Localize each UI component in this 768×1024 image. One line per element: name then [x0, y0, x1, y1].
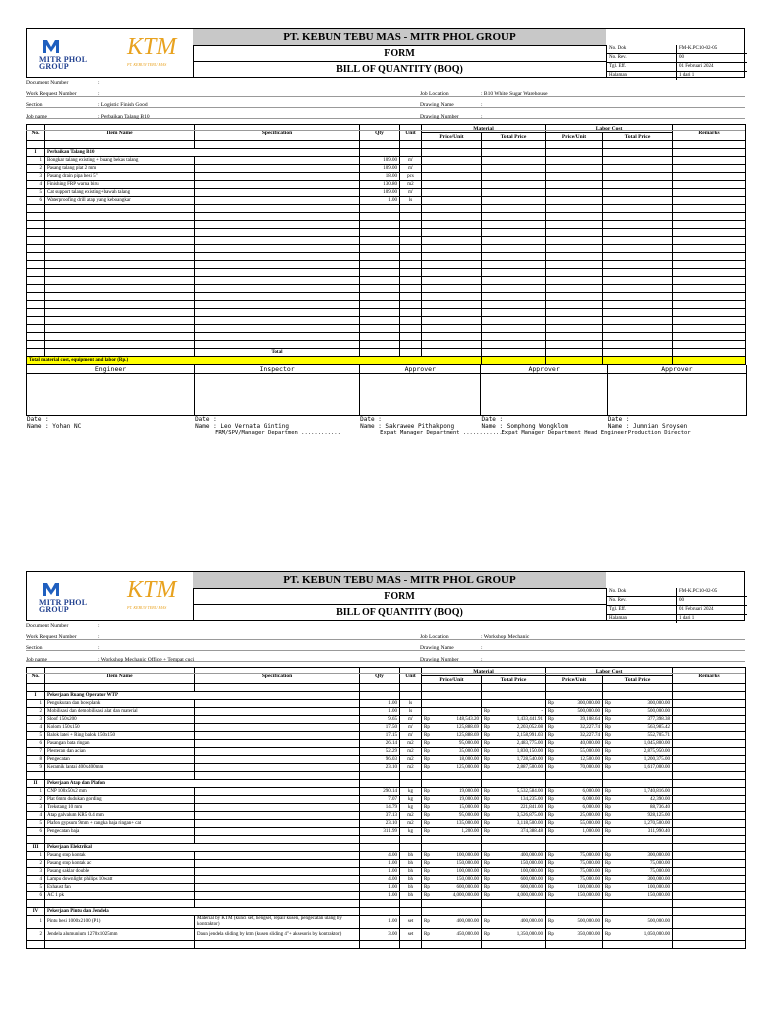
table-row: 3 Sloof 150x200 9.65 m' Rp 148,543.20 Rp 1,433,441.91 Rp 39,108.64 Rp 377,398.38 — [27, 716, 746, 724]
job-name-value: : Workshop Mechanic Office + Tempat cuci — [98, 657, 195, 663]
colon: : — [98, 623, 100, 629]
money-cell: Rp 100,000.00 — [546, 884, 603, 892]
section-value: : Logistic Finish Good — [98, 102, 148, 108]
meta-key: No. Rev. — [607, 54, 677, 62]
blank-row — [27, 309, 746, 317]
meta-value: 00 — [679, 598, 684, 603]
money-cell: Rp 300,000.00 — [603, 700, 673, 708]
blank-row — [27, 261, 746, 269]
meta-key: No. Dok — [607, 45, 677, 53]
money-cell: Rp 1,200,375.00 — [603, 756, 673, 764]
blank-row — [27, 205, 746, 213]
signature-role: Engineer — [27, 365, 194, 374]
money-cell: Rp 125,888.69 — [422, 724, 482, 732]
col-qty: Qty — [360, 668, 400, 684]
section-label: Section — [26, 645, 43, 651]
money-cell: Rp 150,000.00 — [482, 860, 546, 868]
blank-row — [27, 229, 746, 237]
money-cell: Rp 42,390.00 — [603, 796, 673, 804]
form-header — [26, 571, 745, 621]
money-cell: Rp 3,118,500.00 — [482, 820, 546, 828]
table-row: 9 Keramik lantai 400x400mm 23.10 m2 Rp 125,000.00 Rp 2,887,500.00 Rp 70,000.00 Rp 1,617,000.00 — [27, 764, 746, 772]
signature-role: Approver — [360, 365, 480, 374]
work-request-label: Work Request Number — [26, 91, 77, 97]
money-cell: Rp 6,000.00 — [546, 804, 603, 812]
table-row: 2 Pasang stop kontak ac 1.00 bh Rp 150,000.00 Rp 150,000.00 Rp 75,000.00 Rp 75,000.00 — [27, 860, 746, 868]
money-cell: Rp 95,000.00 — [422, 740, 482, 748]
money-cell: Rp 4,000,000.00 — [482, 892, 546, 900]
form-label: FORM — [193, 46, 606, 62]
money-cell: Rp 75,000.00 — [546, 852, 603, 860]
col-labor-price: Price/Unit — [546, 676, 603, 684]
meta-key: Tgl. Eff. — [607, 63, 677, 71]
money-cell: Rp 15,000.00 — [422, 804, 482, 812]
table-row: 8 Pengecatan 96.03 m2 Rp 18,000.00 Rp 1,728,540.00 Rp 12,500.00 Rp 1,200,375.00 — [27, 756, 746, 764]
signature-role: Approver — [481, 365, 606, 374]
drawing-number-label: Drawing Number — [420, 114, 459, 120]
money-cell: Rp 552,705.71 — [603, 732, 673, 740]
section-label: Section — [26, 102, 43, 108]
money-cell: Rp 100,000.00 — [482, 868, 546, 876]
col-specification: Specification — [195, 668, 360, 684]
money-cell: Rp 5,532,584.00 — [482, 788, 546, 796]
table-row: 1 Pintu besi 1000x2100 (P1) Material by KTM (kunci set, hengsel, repair kusen, pengecatan ulang by kontraktor) 1.00 set Rp 400,000.00 Rp 400,000.00 Rp 500,000.00 Rp 500,000.00 — [27, 916, 746, 929]
money-cell: Rp 563,985.42 — [603, 724, 673, 732]
company-title: PT. KEBUN TEBU MAS - MITR PHOL GROUP — [193, 29, 606, 46]
money-cell: Rp 300,000.00 — [603, 876, 673, 884]
money-cell: Rp 2,203,052.08 — [482, 724, 546, 732]
money-cell: Rp 125,888.69 — [422, 732, 482, 740]
colon: : — [481, 114, 483, 120]
money-cell: Rp 600,000.00 — [422, 884, 482, 892]
meta-key: Halaman — [607, 615, 677, 623]
signature-name: Name : Leo Vernata Ginting — [195, 423, 289, 430]
signature-position: FRM/SPV/Manager Departmen ............ — [215, 430, 341, 436]
form-label: FORM — [193, 589, 606, 605]
table-row: 5 Balok latei + Ring balok 150x150 17.15 m' Rp 125,888.69 Rp 2,158,991.03 Rp 32,227.74 Rp 552,705.71 — [27, 732, 746, 740]
table-row: 5 Cat support talang existing+bawah talang 109.00 m' — [27, 189, 746, 197]
colon: : — [481, 657, 483, 663]
colon: : — [98, 91, 100, 97]
ktm-logo-subtitle: PT. KEBUN TEBU MAS — [127, 62, 167, 67]
money-cell: Rp 18,000.00 — [422, 756, 482, 764]
blank-row — [27, 269, 746, 277]
money-cell: Rp 450,000.00 — [422, 929, 482, 941]
money-cell: Rp 1,350,000.00 — [482, 929, 546, 941]
money-cell: Rp 1,830,150.00 — [482, 748, 546, 756]
money-cell: Rp 928,125.00 — [603, 812, 673, 820]
ktm-logo-subtitle: PT. KEBUN TEBU MAS — [127, 605, 167, 610]
money-cell: Rp 2,875,950.00 — [603, 748, 673, 756]
money-cell: Rp 1,270,500.00 — [603, 820, 673, 828]
blank-row — [27, 301, 746, 309]
col-material: Material — [422, 125, 546, 133]
money-cell: Rp 134,235.00 — [482, 796, 546, 804]
col-material-total: Total Price — [482, 676, 546, 684]
document-meta — [606, 588, 747, 620]
table-row: 1 Pengukuran dan bowplank 1.00 ls Rp 300,000.00 Rp 300,000.00 — [27, 700, 746, 708]
money-cell: Rp 400,000.00 — [482, 852, 546, 860]
drawing-number-label: Drawing Number — [420, 657, 459, 663]
mitr-phol-logo-icon — [41, 37, 61, 54]
boq-table — [26, 667, 746, 949]
signature-role: Inspector — [195, 365, 359, 374]
section-row: II Pekerjaan Atap dan Plafon — [27, 780, 746, 788]
money-cell: Rp 1,728,540.00 — [482, 756, 546, 764]
logo-area — [27, 29, 194, 77]
table-row: 7 Plesteran dan acian 52.29 m2 Rp 35,000.00 Rp 1,830,150.00 Rp 55,000.00 Rp 2,875,950.00 — [27, 748, 746, 756]
document-title: BILL OF QUANTITY (BOQ) — [336, 607, 463, 618]
company-title: PT. KEBUN TEBU MAS - MITR PHOL GROUP — [193, 572, 606, 589]
blank-row — [27, 317, 746, 325]
money-cell: Rp 1,740,816.00 — [603, 788, 673, 796]
money-cell: Rp 75,000.00 — [546, 868, 603, 876]
money-cell: Rp 75,000.00 — [603, 868, 673, 876]
money-cell: Rp 2,483,775.00 — [482, 740, 546, 748]
section-row: III Pekerjaan Elektrikal — [27, 844, 746, 852]
col-labor-total: Total Price — [603, 676, 673, 684]
mitr-phol-name: MITR PHOL GROUP — [39, 55, 88, 71]
blank-row — [27, 325, 746, 333]
table-row: 3 Pasang drain pipa besi 5" 18.00 pcs — [27, 173, 746, 181]
col-labor: Labor Cost — [546, 668, 673, 676]
meta-value: 01 Februari 2024 — [679, 64, 714, 69]
money-cell: Rp 40,000.00 — [546, 740, 603, 748]
document-meta — [606, 45, 747, 77]
signature-position: Production Director — [627, 430, 691, 436]
money-cell: Rp 6,000.00 — [546, 796, 603, 804]
table-row: 4 Finishing FRP warna biru 130.80 m2 — [27, 181, 746, 189]
money-cell: Rp 4,000,000.00 — [422, 892, 482, 900]
table-row: 2 Plat 6mm dudukan gording 7.07 kg Rp 19,000.00 Rp 134,235.00 Rp 6,000.00 Rp 42,390.00 — [27, 796, 746, 804]
signature-position: Expat Manager Department ............ — [380, 430, 503, 436]
money-cell: Rp 55,000.00 — [546, 820, 603, 828]
signature-date: Date : — [481, 416, 504, 423]
signature-name: Name : Sakrawee Pithakpong — [360, 423, 455, 430]
col-unit: Unit — [400, 668, 422, 684]
col-no: No. — [27, 125, 45, 141]
money-cell: Rp 88,736.40 — [603, 804, 673, 812]
work-request-label: Work Request Number — [26, 634, 77, 640]
colon: : — [481, 102, 483, 108]
col-labor-price: Price/Unit — [546, 133, 603, 141]
money-cell: Rp 75,000.00 — [603, 860, 673, 868]
colon: : — [481, 645, 483, 651]
money-cell: Rp 300,000.00 — [603, 852, 673, 860]
money-cell: Rp 377,398.38 — [603, 716, 673, 724]
blank-row — [27, 245, 746, 253]
table-row: 1 CNP 100x50x2 mm 290.14 kg Rp 19,000.00 Rp 5,532,584.00 Rp 6,000.00 Rp 1,740,816.00 — [27, 788, 746, 796]
money-cell: Rp 400,000.00 — [482, 916, 546, 929]
money-cell: Rp 100,000.00 — [422, 852, 482, 860]
col-material-total: Total Price — [482, 133, 546, 141]
mitr-phol-logo-icon — [41, 580, 61, 597]
money-cell: Rp 135,000.00 — [422, 820, 482, 828]
money-cell: Rp 1,050,000.00 — [603, 929, 673, 941]
money-cell: Rp 1,045,800.00 — [603, 740, 673, 748]
money-cell: Rp 3,526,875.00 — [482, 812, 546, 820]
signature-role: Approver — [608, 365, 746, 374]
section-row: IV Pekerjaan Pintu dan Jendela — [27, 908, 746, 916]
boq-page-1 — [26, 28, 745, 436]
blank-row — [27, 285, 746, 293]
money-cell: Rp 95,000.00 — [422, 812, 482, 820]
money-cell — [482, 700, 546, 708]
money-cell: Rp 55,000.00 — [546, 748, 603, 756]
document-title: BILL OF QUANTITY (BOQ) — [336, 64, 463, 75]
col-item-name: Item Name — [45, 125, 195, 141]
signature-column — [360, 365, 503, 436]
job-name-label: Job name — [26, 657, 47, 663]
blank-row — [27, 237, 746, 245]
money-cell: Rp 150,000.00 — [422, 876, 482, 884]
money-cell: Rp 600,000.00 — [482, 884, 546, 892]
meta-value: FM-K.PC10-02-05 — [679, 46, 718, 51]
blank-row — [27, 277, 746, 285]
signature-position: Expat Manager Department Head Engineer — [501, 430, 628, 436]
table-row: 2 Mobilisasi dan demobilisasi alat dan material 1.00 ls Rp - Rp 500,000.00 Rp 500,000.00 — [27, 708, 746, 716]
signature-date: Date : — [607, 416, 630, 423]
table-row: 6 Pasangan bata ringan 26.14 m2 Rp 95,000.00 Rp 2,483,775.00 Rp 40,000.00 Rp 1,045,800.00 — [27, 740, 746, 748]
table-row: 1 Bongkar talang existing + buang bekas talang 109.00 m' — [27, 157, 746, 165]
blank-row — [27, 941, 746, 949]
meta-value: 00 — [679, 55, 684, 60]
colon: : — [98, 645, 100, 651]
table-row: 6 Waterproofing drill atap yang keboangkar 1.00 ls — [27, 197, 746, 205]
job-name-label: Job name — [26, 114, 47, 120]
meta-key: Halaman — [607, 72, 677, 80]
col-no: No. — [27, 668, 45, 684]
money-cell: Rp 2,158,991.03 — [482, 732, 546, 740]
money-cell: Rp 350,000.00 — [546, 929, 603, 941]
money-cell: Rp 125,000.00 — [422, 764, 482, 772]
table-row: 5 Exhaust fan 1.00 bh Rp 600,000.00 Rp 600,000.00 Rp 100,000.00 Rp 100,000.00 — [27, 884, 746, 892]
money-cell: Rp 39,108.64 — [546, 716, 603, 724]
table-row: 3 Pasang saklar double 1.00 bh Rp 100,000.00 Rp 100,000.00 Rp 75,000.00 Rp 75,000.00 — [27, 868, 746, 876]
ktm-logo: KTM — [127, 34, 177, 60]
money-cell: Rp 75,000.00 — [546, 876, 603, 884]
blank-row — [27, 684, 746, 692]
money-cell: Rp 19,000.00 — [422, 788, 482, 796]
job-name-value: : Perbaikan Talang B10 — [98, 114, 150, 120]
meta-key: Tgl. Eff. — [607, 606, 677, 614]
section-row: I Pekerjaan Ruang Operator WTP — [27, 692, 746, 700]
ktm-logo: KTM — [127, 577, 177, 603]
money-cell: Rp 374,388.48 — [482, 828, 546, 836]
col-material-price: Price/Unit — [422, 676, 482, 684]
money-cell: Rp 311,990.40 — [603, 828, 673, 836]
boq-page-2 — [26, 571, 745, 949]
table-row: 3 Trekstang 10 mm 14.79 kg Rp 15,000.00 Rp 221,841.00 Rp 6,000.00 Rp 88,736.40 — [27, 804, 746, 812]
money-cell: Rp 600,000.00 — [482, 876, 546, 884]
col-material: Material — [422, 668, 546, 676]
money-cell: Rp 100,000.00 — [603, 884, 673, 892]
boq-table — [26, 124, 746, 365]
money-cell: Rp 1,200.00 — [422, 828, 482, 836]
doc-number-label: Document Number — [26, 80, 69, 86]
table-row: 5 Plafon gypsum 9mm + rangka baja ringan+ cat 23.10 m2 Rp 135,000.00 Rp 3,118,500.00 Rp 55,000.00 Rp 1,270,500.00 — [27, 820, 746, 828]
signature-date: Date : — [195, 416, 217, 423]
signature-column — [481, 365, 628, 436]
col-item-name: Item Name — [45, 668, 195, 684]
blank-row — [27, 341, 746, 349]
col-remarks: Remarks — [673, 668, 746, 684]
money-cell — [422, 708, 482, 716]
signature-column — [195, 365, 360, 436]
col-labor: Labor Cost — [546, 125, 673, 133]
logo-area — [27, 572, 194, 620]
drawing-name-label: Drawing Name — [420, 645, 454, 651]
blank-row — [27, 900, 746, 908]
table-row: 6 Pengecatan baja 311.99 kg Rp 1,200.00 Rp 374,388.48 Rp 1,000.00 Rp 311,990.40 — [27, 828, 746, 836]
blank-row — [27, 141, 746, 149]
money-cell: Rp 150,000.00 — [603, 892, 673, 900]
money-cell: Rp 1,000.00 — [546, 828, 603, 836]
money-cell: Rp 35,000.00 — [422, 748, 482, 756]
col-unit: Unit — [400, 125, 422, 141]
money-cell: Rp 1,617,000.00 — [603, 764, 673, 772]
table-row: 2 Pasang talang plat 2 mm 109.00 m' — [27, 165, 746, 173]
money-cell: Rp - — [482, 708, 546, 716]
job-location-value: : Workshop Mechanic — [481, 634, 530, 640]
money-cell: Rp 150,000.00 — [546, 892, 603, 900]
blank-row — [27, 772, 746, 780]
signature-column — [27, 365, 195, 430]
money-cell: Rp 1,433,441.91 — [482, 716, 546, 724]
blank-row — [27, 836, 746, 844]
blank-row — [27, 253, 746, 261]
col-labor-total: Total Price — [603, 133, 673, 141]
money-cell: Rp 500,000.00 — [603, 708, 673, 716]
money-cell: Rp 150,000.00 — [422, 860, 482, 868]
money-cell: Rp 148,543.20 — [422, 716, 482, 724]
meta-key: No. Dok — [607, 588, 677, 596]
signature-column — [607, 365, 746, 436]
signature-name: Name : Jumnian Sroysen — [607, 423, 688, 430]
money-cell: Rp 25,000.00 — [546, 812, 603, 820]
money-cell: Rp 221,841.00 — [482, 804, 546, 812]
blank-row — [27, 293, 746, 301]
total-row — [27, 349, 746, 357]
job-location-label: Job Location — [420, 634, 449, 640]
money-cell — [422, 700, 482, 708]
money-cell: Rp 300,000.00 — [546, 700, 603, 708]
drawing-name-label: Drawing Name — [420, 102, 454, 108]
money-cell: Rp 75,000.00 — [546, 860, 603, 868]
col-qty: Qty — [360, 125, 400, 141]
signature-date: Date : — [27, 416, 49, 423]
signature-date: Date : — [360, 416, 382, 423]
money-cell: Rp 100,000.00 — [422, 868, 482, 876]
money-cell: Rp 19,000.00 — [422, 796, 482, 804]
meta-value: 1 dari 1 — [679, 616, 695, 621]
meta-value: 1 dari 1 — [679, 73, 695, 78]
money-cell: Rp 500,000.00 — [546, 708, 603, 716]
colon: : — [98, 634, 100, 640]
money-cell: Rp 500,000.00 — [546, 916, 603, 929]
section-row: I Perbaikan Talang B10 — [27, 149, 746, 157]
job-location-label: Job Location — [420, 91, 449, 97]
grand-total-label: Total material cost, equipment and labor (Rp.) — [27, 357, 482, 365]
blank-row — [27, 221, 746, 229]
form-header — [26, 28, 745, 78]
meta-value: FM-K.PC10-02-05 — [679, 589, 718, 594]
mitr-phol-name: MITR PHOL GROUP — [39, 598, 88, 614]
money-cell: Rp 70,000.00 — [546, 764, 603, 772]
col-remarks: Remarks — [673, 125, 746, 141]
signature-block — [26, 365, 747, 436]
money-cell: Rp 32,227.74 — [546, 724, 603, 732]
money-cell: Rp 400,000.00 — [422, 916, 482, 929]
doc-number-label: Document Number — [26, 623, 69, 629]
money-cell: Rp 12,500.00 — [546, 756, 603, 764]
meta-value: 01 Februari 2024 — [679, 607, 714, 612]
table-row: 1 Pasang stop kontak 4.00 bh Rp 100,000.00 Rp 400,000.00 Rp 75,000.00 Rp 300,000.00 — [27, 852, 746, 860]
money-cell: Rp 500,000.00 — [603, 916, 673, 929]
col-material-price: Price/Unit — [422, 133, 482, 141]
table-row: 4 Lampu downlight philips 10watt 4.00 bh Rp 150,000.00 Rp 600,000.00 Rp 75,000.00 Rp 300,000.00 — [27, 876, 746, 884]
table-row: 4 Atap galvalum KR5 0.4 mm 37.13 m2 Rp 95,000.00 Rp 3,526,875.00 Rp 25,000.00 Rp 928,125.00 — [27, 812, 746, 820]
money-cell: Rp 2,887,500.00 — [482, 764, 546, 772]
blank-row — [27, 333, 746, 341]
job-info — [26, 621, 745, 667]
signature-name: Name : Somphong Wongklom — [481, 423, 569, 430]
table-row: 6 AC 1 pk 1.00 bh Rp 4,000,000.00 Rp 4,000,000.00 Rp 150,000.00 Rp 150,000.00 — [27, 892, 746, 900]
grand-total-row — [27, 357, 746, 365]
colon: : — [98, 80, 100, 86]
signature-name: Name : Yohan NC — [27, 423, 82, 430]
job-location-value: : B10 White Sugar Warehouse — [481, 91, 548, 97]
table-row: 2 Jendela alumunium 1270x1025mm Daun jendela sliding by ktm (kusen sliding 4"+ aksesoris by kontraktor) 3.00 set Rp 450,000.00 Rp 1,350,000.00 Rp 350,000.00 Rp 1,050,000.00 — [27, 929, 746, 941]
total-label: Total — [195, 349, 360, 357]
money-cell: Rp 6,000.00 — [546, 788, 603, 796]
money-cell: Rp 32,227.74 — [546, 732, 603, 740]
job-info — [26, 78, 745, 124]
col-specification: Specification — [195, 125, 360, 141]
table-row: 4 Kolom 150x150 17.50 m' Rp 125,888.69 Rp 2,203,052.08 Rp 32,227.74 Rp 563,985.42 — [27, 724, 746, 732]
blank-row — [27, 213, 746, 221]
meta-key: No. Rev. — [607, 597, 677, 605]
